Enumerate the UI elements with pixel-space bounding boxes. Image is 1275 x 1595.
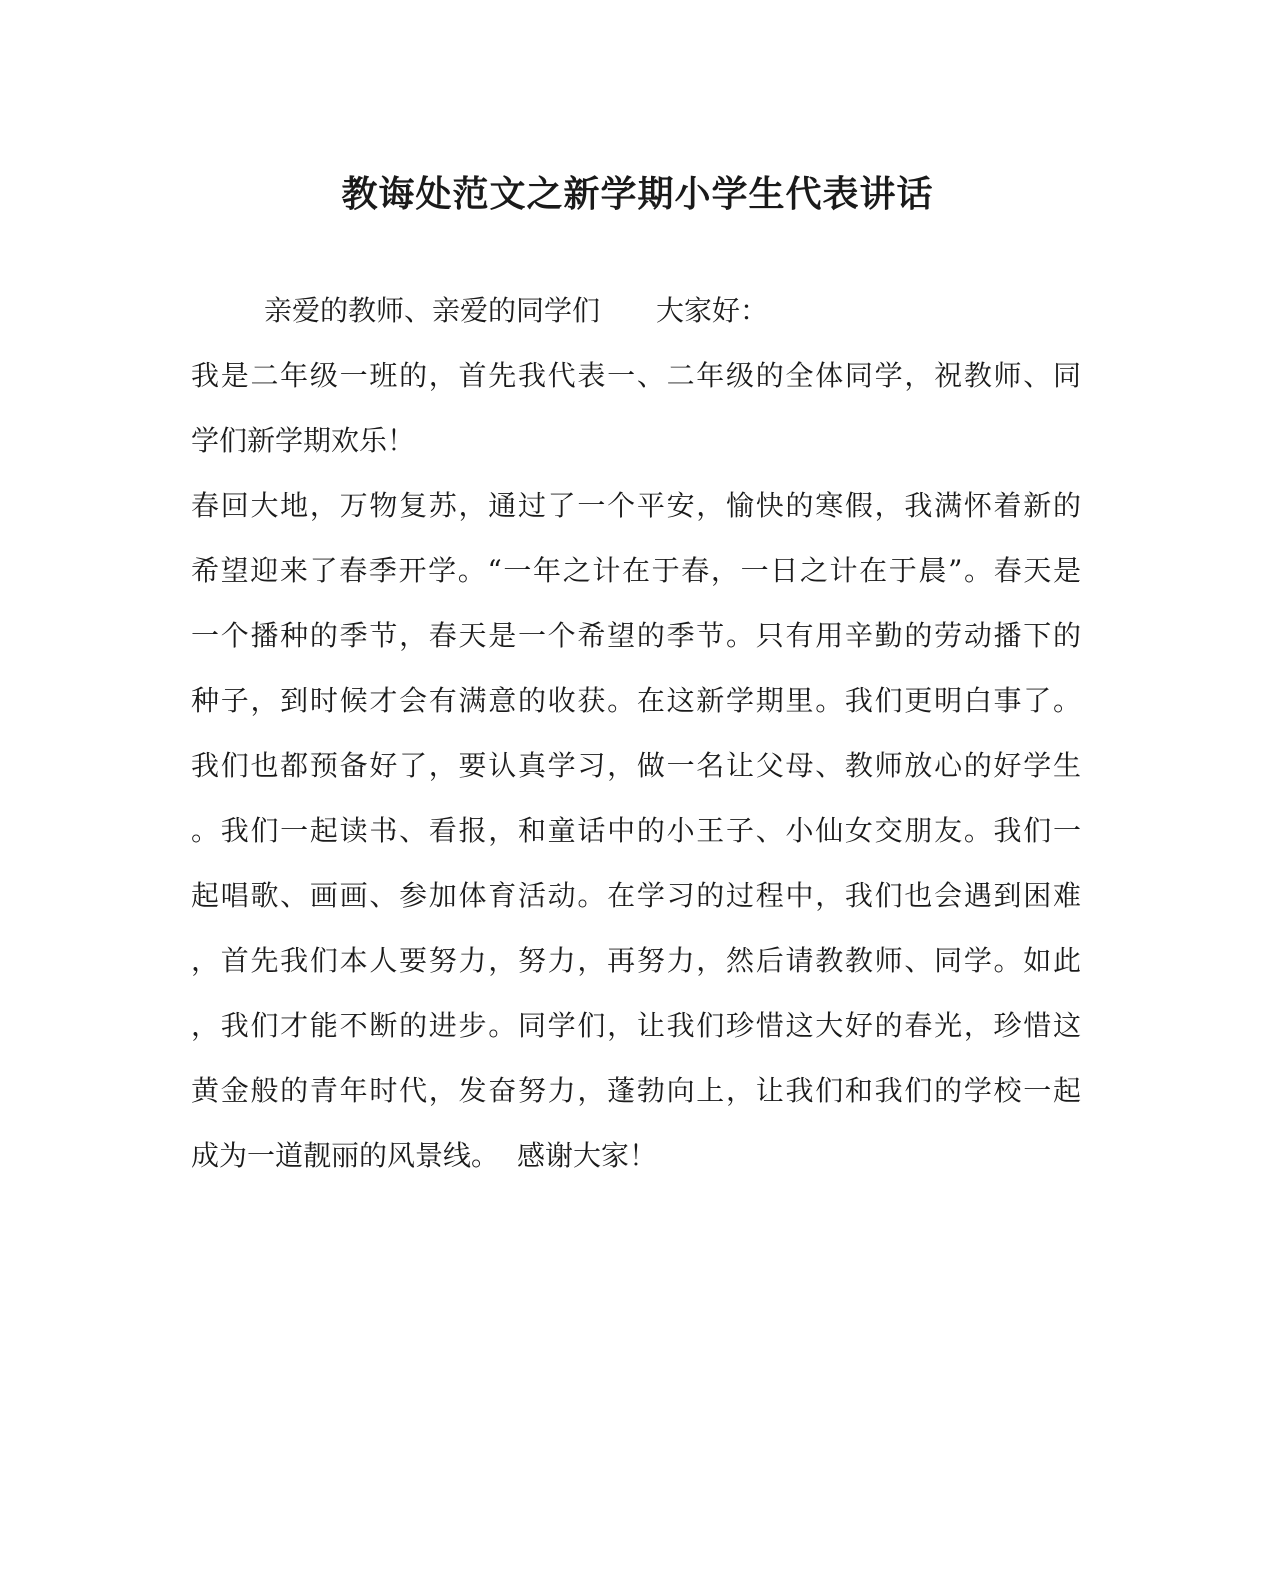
text-line: 希望迎来了春季开学。“一年之计在于春，一日之计在于晨”。春天是: [191, 554, 1081, 587]
text-line: 我是二年级一班的，首先我代表一、二年级的全体同学，祝教师、同: [191, 359, 1081, 392]
text-line: ，首先我们本人要努力，努力，再努力，然后请教教师、同学。如此: [191, 944, 1081, 977]
document-title: 教诲处范文之新学期小学生代表讲话: [341, 173, 934, 215]
salutation-recipients: 亲爱的教师、亲爱的同学们: [264, 294, 601, 327]
text-line: 一个播种的季节，春天是一个希望的季节。只有用辛勤的劳动播下的: [191, 619, 1081, 652]
salutation-line: [191, 278, 1081, 343]
text-line: 种子，到时候才会有满意的收获。在这新学期里。我们更明白事了。: [191, 684, 1081, 717]
text-line: 起唱歌、画画、参加体育活动。在学习的过程中，我们也会遇到困难: [191, 879, 1081, 912]
text-line: 我们也都预备好了，要认真学习，做一名让父母、教师放心的好学生: [191, 749, 1081, 782]
closing-thanks: 感谢大家！: [517, 1139, 658, 1172]
text-line: 春回大地，万物复苏，通过了一个平安，愉快的寒假，我满怀着新的: [191, 489, 1081, 522]
text-line: ，我们才能不断的进步。同学们，让我们珍惜这大好的春光，珍惜这: [191, 1009, 1081, 1042]
closing-line: [191, 1123, 1081, 1188]
text-line: 学们新学期欢乐！: [191, 424, 416, 457]
closing-sentence: 成为一道靓丽的风景线。: [191, 1139, 500, 1172]
text-line: 黄金般的青年时代，发奋努力，蓬勃向上，让我们和我们的学校一起: [191, 1074, 1081, 1107]
text-line: 。我们一起读书、看报，和童话中的小王子、小仙女交朋友。我们一: [191, 814, 1081, 847]
document-body: [191, 278, 1081, 1188]
salutation-greeting: 大家好：: [656, 294, 769, 327]
